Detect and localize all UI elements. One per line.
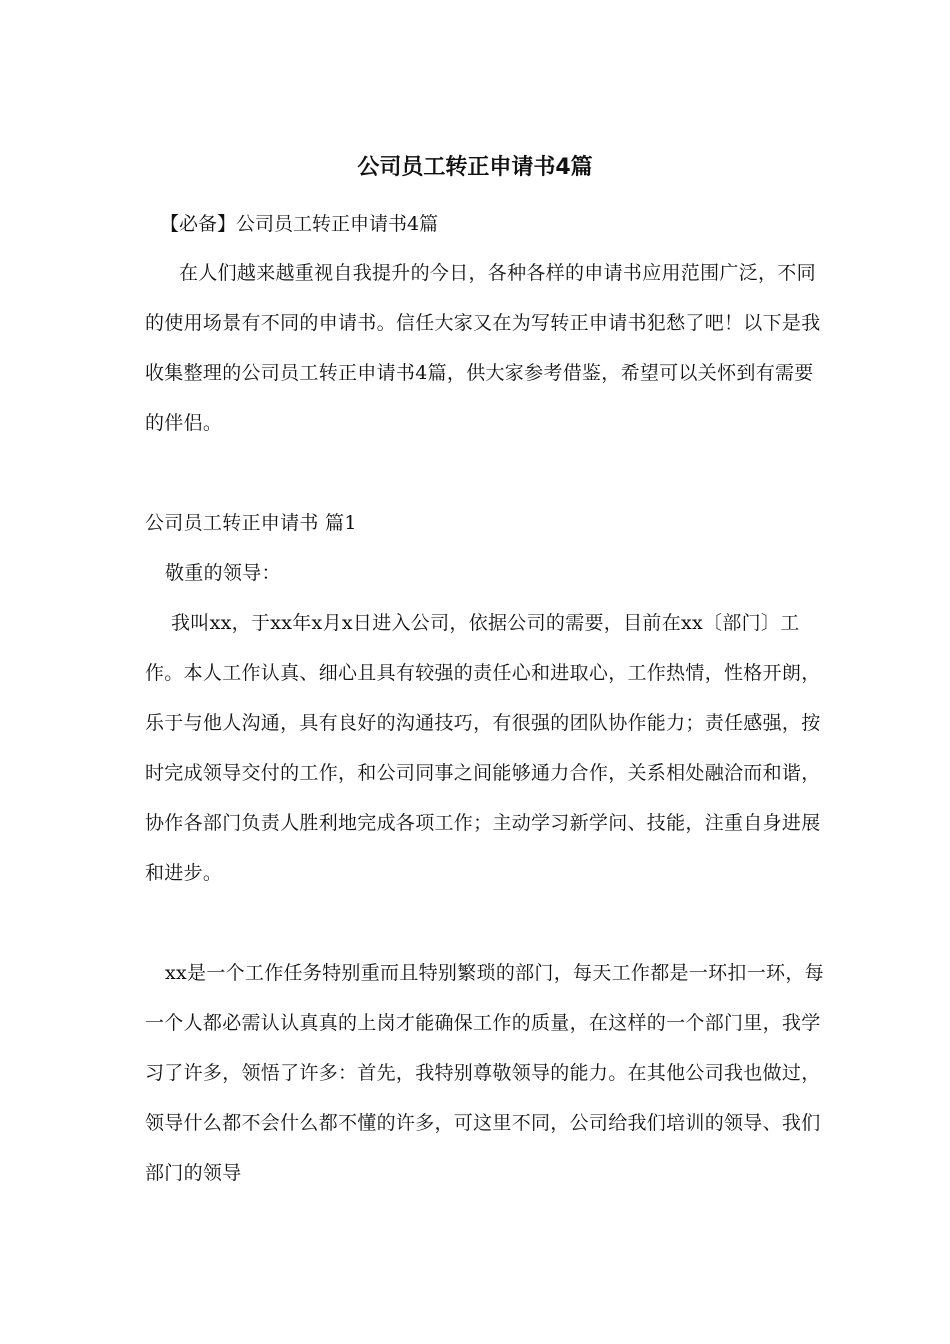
letter-paragraph-2: xx是一个工作任务特别重而且特别繁琐的部门，每天工作都是一环扣一环，每一个人都必需认认真真的上岗才能确保工作的质量，在这样的一个部门里，我学习了许多，领悟了许多：首先，我特别尊敬领导的能力。在其他公司我也做过，领导什么都不会什么都不懂的许多，可这里不同，公司给我们培训的领导、我们部门的领导 <box>145 962 824 1184</box>
intro-paragraph: 在人们越来越重视自我提升的今日，各种各样的申请书应用范围广泛，不同的使用场景有不同的申请书。信任大家又在为写转正申请书犯愁了吧！以下是我收集整理的公司员工转正申请书4篇，供大家参考借鉴，希望可以关怀到有需要的伴侣。 <box>145 262 821 434</box>
document-subtitle: 【必备】公司员工转正申请书4篇 <box>160 213 439 235</box>
document-title: 公司员工转正申请书4篇 <box>357 155 593 180</box>
letter-paragraph-1: 我叫xx，于xx年x月x日进入公司，依据公司的需要，目前在xx〔部门〕工作。本人工作认真、细心且具有较强的责任心和进取心，工作热情，性格开朗，乐于与他人沟通，具有良好的沟通技巧，有很强的团队协作能力；责任感强，按时完成领导交付的工作，和公司同事之间能够通力合作，关系相处融洽而和谐，协作各部门负责人胜利地完成各项工作；主动学习新学问、技能，注重自身进展和进步。 <box>145 612 821 884</box>
letter-greeting: 敬重的领导： <box>165 562 281 584</box>
section-title: 公司员工转正申请书 篇1 <box>145 512 357 534</box>
